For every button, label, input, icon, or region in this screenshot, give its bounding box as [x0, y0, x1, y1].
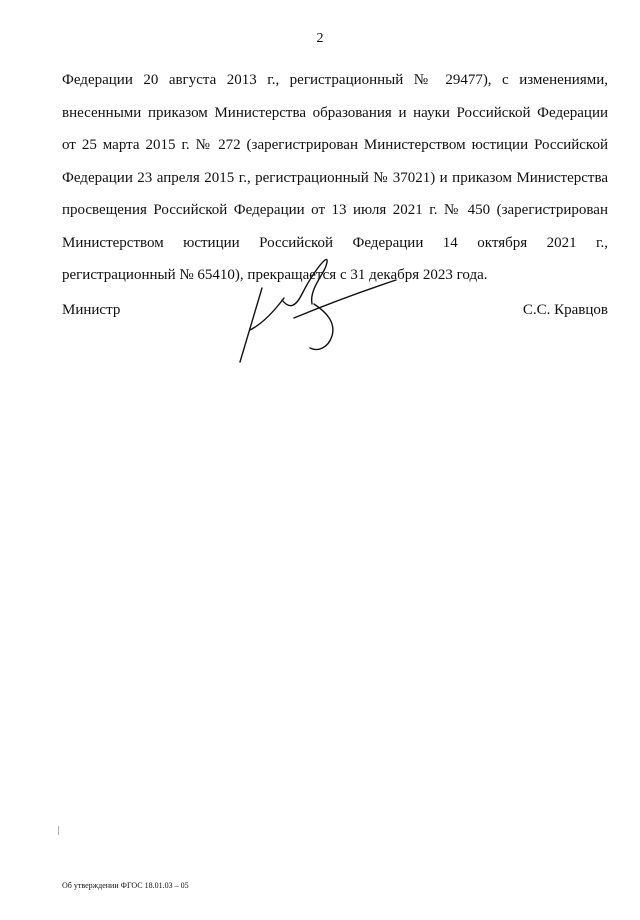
body-line: Федерации 20 августа 2013 г., регистрационный № 29477), с изменениями,	[62, 72, 608, 88]
body-line: Министерством юстиции Российской Федерации 14 октября 2021 г.,	[62, 234, 608, 251]
body-line: внесенными приказом Министерства образования и науки Российской Федерации	[62, 104, 608, 121]
body-line: регистрационный № 65410), прекращается с 31 декабря 2023 года.	[62, 267, 488, 283]
handwritten-signature	[232, 252, 402, 367]
page-number: 2	[316, 31, 324, 46]
body-line: от 25 марта 2015 г. № 272 (зарегистрирован Министерством юстиции Российской	[62, 137, 608, 153]
margin-mark	[58, 826, 59, 835]
footer-reference: Об утверждении ФГОС 18.01.03 – 05	[62, 881, 189, 890]
signatory-name: С.С. Кравцов	[522, 302, 608, 318]
body-line: Федерации 23 апреля 2015 г., регистрационный № 37021) и приказом Министерства	[62, 169, 608, 186]
body-line: просвещения Российской Федерации от 13 июля 2021 г. № 450 (зарегистрирован	[62, 202, 608, 218]
signatory-title: Министр	[62, 302, 121, 318]
